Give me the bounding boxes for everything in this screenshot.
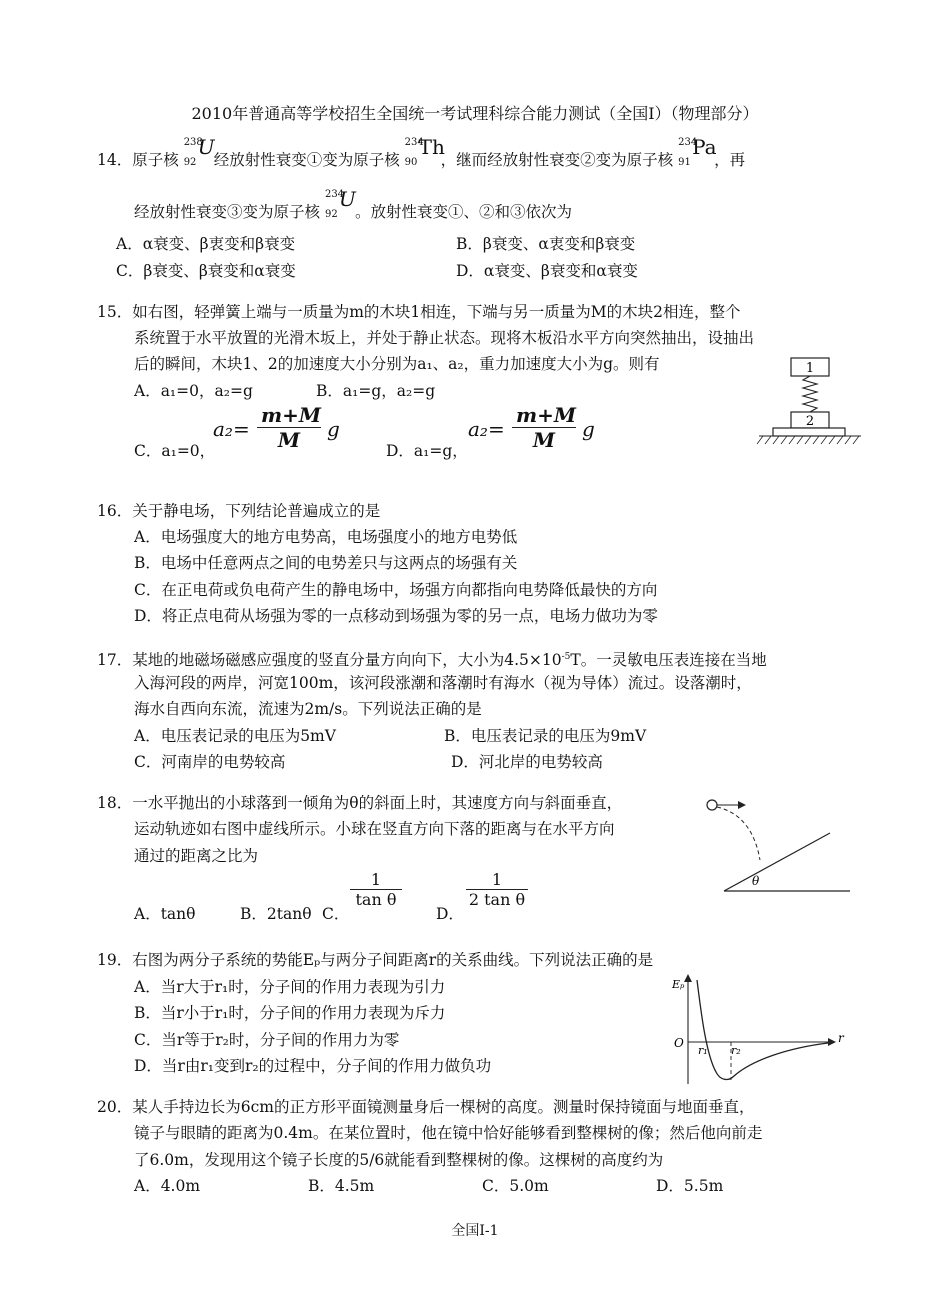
q14-number: 14． [97,151,133,169]
r-axis-label: r [838,1031,844,1045]
q19-option-b: B．当r小于r₁时，分子间的作用力表现为斥力 [134,1004,446,1022]
q20-option-d: D．5.5m [656,1177,724,1195]
page-title: 2010年普通高等学校招生全国统一考试理科综合能力测试（全国Ⅰ）（物理部分） [191,104,759,123]
q17-option-b: B．电压表记录的电压为9mV [444,727,647,745]
q18-option-a: A．tanθ [134,905,196,923]
q14-option-c: C．β衰变、β衰变和α衰变 [116,262,296,280]
q14-text5: 经放射性衰变③变为原子核 [134,203,321,221]
q17-line2: 入海河段的两岸，河宽100m，该河段涨潮和落潮时有海水（视为导体）流过。设落潮时， [134,674,752,692]
q16-option-d: D．将正点电荷从场强为零的一点移动到场强为零的另一点，电场力做功为零 [134,607,658,625]
q18-fraction-c: $\frac{1}{\text{tan θ}}$ [350,870,402,909]
isotope-pa234: 234 91 Pa [678,135,717,168]
q14-text3: ，继而经放射性衰变②变为原子核 [440,151,674,169]
q15-line1: 15．如右图，轻弹簧上端与一质量为m的木块1相连，下端与另一质量为M的木块2相连，整个 [97,303,741,321]
q18-option-c: C． [322,905,350,923]
q18-line3: 通过的距离之比为 [134,847,259,865]
q14-line2 [134,187,572,222]
q14-text6: 。放射性衰变①、②和③依次为 [354,203,572,221]
q14-option-b: B．β衰变、α衷变和β衰变 [456,235,636,253]
isotope-u234: 234 92 U [324,187,356,220]
incline-projectile-diagram [700,795,860,895]
ep-axis-label: Eₚ [672,978,685,991]
q18-option-d: D． [436,905,464,923]
q14-option-a: A．α衰变、β衷变和β衰变 [116,235,296,253]
isotope-u238: 238 92 U [183,135,215,168]
q18-line2: 运动轨迹如右图中虚线所示。小球在竖直方向下落的距离与在水平方向 [134,820,615,838]
q17-line1: 17．某地的地磁场磁感应强度的竖直分量方向向下，大小为$4.5\times 10^{-5}T$。一灵敏电压表连接在当地 [97,651,767,670]
q17-line3: 海水自西向东流，流速为2m/s。下列说法正确的是 [134,700,482,718]
q15-line3: 后的瞬间，木块1、2的加速度大小分别为a₁、a₂，重力加速度大小为g。则有 [134,355,660,373]
block2-label: 2 [805,414,815,429]
q16-option-b: B．电场中任意两点之间的电势差只与这两点的场强有关 [134,554,518,572]
q15-option-d: D．a₁=g， [386,442,468,460]
q14-text2: 经放射性衰变①变为原子核 [213,151,400,169]
q20-line3: 了6.0m，发现用这个镜子长度的5/6就能看到整棵树的像。这棵树的高度约为 [134,1151,664,1169]
potential-energy-curve [668,972,848,1088]
q14-option-d: D．α衰变、β衰变和α衰变 [456,262,638,280]
q20-line2: 镜子与眼睛的距离为0.4m。在某位置时，他在镜中恰好能够看到整棵树的像；然后他向前走 [134,1124,763,1142]
spring-blocks-diagram [755,355,865,455]
q17-option-c: C．河南岸的电势较高 [134,753,286,771]
q19-option-a: A．当r大于r₁时，分子间的作用力表现为引力 [134,978,446,996]
theta-label: θ [752,874,760,888]
q20-option-a: A．4.0m [134,1177,201,1195]
q15-option-a: A．a₁=0，a₂=g [134,382,253,400]
q16-option-a: A．电场强度大的地方电势高，电场强度小的地方电势低 [134,528,518,546]
q19-option-d: D．当r由r₁变到r₂的过程中，分子间的作用力做负功 [134,1057,492,1075]
q17-option-d: D．河北岸的电势较高 [451,753,603,771]
q20-line1: 20．某人手持边长为6cm的正方形平面镜测量身后一棵树的高度。测量时保持镜面与地面垂直， [97,1098,755,1116]
q16-option-c: C．在正电荷或负电荷产生的静电场中，场强方向都指向电势降低最快的方向 [134,581,658,599]
page-footer: 全国Ⅰ-1 [451,1223,499,1239]
r1-label: r₁ [698,1044,708,1057]
q16-stem: 16．关于静电场，下列结论普遍成立的是 [97,502,381,520]
r2-label: r₂ [731,1044,741,1057]
q18-option-b: B．2tanθ [240,905,312,923]
q14-text1: 原子核 [132,151,179,169]
q19-option-c: C．当r等于r₂时，分子间的作用力为零 [134,1031,400,1049]
q18-fraction-d: $\frac{1}{\text{2 tan θ}}$ [466,870,528,909]
q15-option-b: B．a₁=g，a₂=g [316,382,436,400]
q14-text4: ，再 [714,151,746,169]
origin-label: O [674,1036,684,1050]
q15-line2: 系统置于水平放置的光滑木坂上，并处于静止状态。现将木板沿水平方向突然抽出，设抽出 [134,329,755,347]
q15-option-c: C．a₁=0， [134,442,216,460]
q18-line1: 18．一水平抛出的小球落到一倾角为θ的斜面上时，其速度方向与斜面垂直， [97,794,623,812]
q14-line1 [97,135,746,170]
q17-option-a: A．电压表记录的电压为5mV [134,727,336,745]
q19-stem: 19．右图为两分子系统的势能Eₚ与两分子间距离r的关系曲线。下列说法正确的是 [97,951,654,969]
isotope-th234: 234 90 Th [404,135,445,168]
q20-option-b: B．4.5m [308,1177,375,1195]
q20-option-c: C．5.0m [482,1177,549,1195]
block1-label: 1 [805,361,815,376]
